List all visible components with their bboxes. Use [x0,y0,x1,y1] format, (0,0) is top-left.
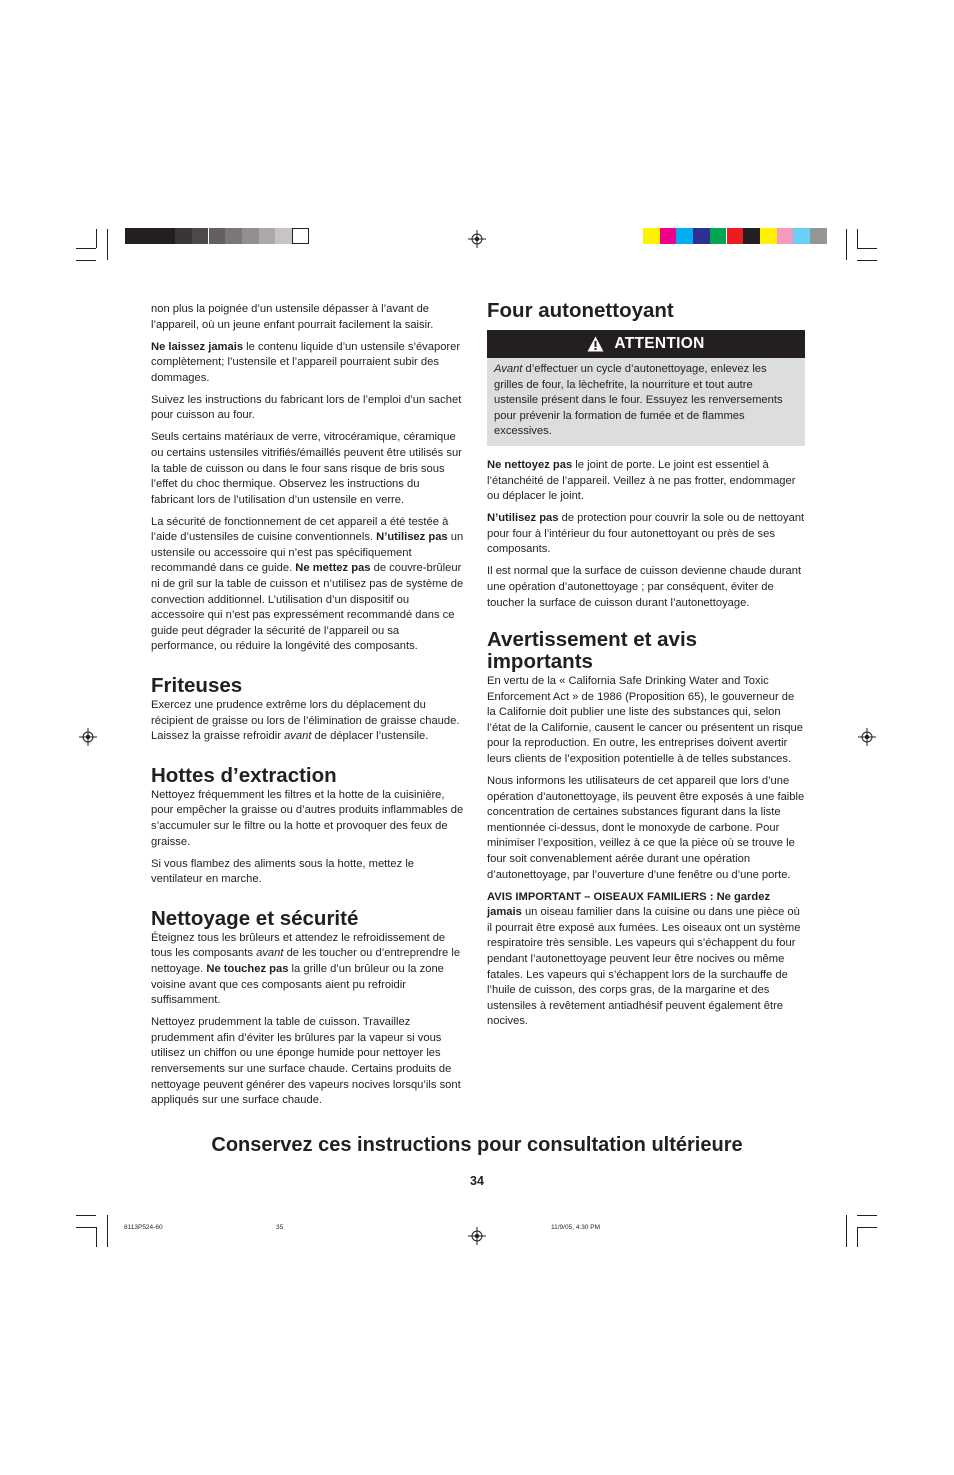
paragraph: Il est normal que la surface de cuisson devienne chaude durant une opération d’autonettoyage ; par conséquent, éviter de toucher la surface de cuisson durant l’autonettoyage. [487,565,802,609]
calibration-swatch [175,228,192,244]
registration-target-icon [468,230,486,248]
slug-page: 35 [276,1224,284,1231]
attention-box [487,330,805,446]
warning-triangle-icon [587,336,604,352]
calibration-swatch [275,228,292,244]
page-number: 34 [470,1174,484,1188]
paragraph: N’utilisez pas de protection pour couvrir la sole ou de nettoyant pour four à l’intérieur du four autonettoyant ou près de ses composants. [487,512,805,556]
section-heading-hottes: Hottes d’extraction [151,763,337,787]
calibration-swatch [209,228,226,244]
paragraph: AVIS IMPORTANT – OISEAUX FAMILIERS : Ne gardez jamais un oiseau familier dans la cuisine ou dans une pièce où il pourrait être exposé aux fumées. Les oiseaux ont un système respiratoire très sensible. Les vapeurs qui s’échappent du four pendant l’autonettoyage peuvent leur être nocives ou même fatales. Les vapeurs qui s’échappent lors de la surchauffe de l’huile de cuisson, des corps gras, de la margarine et des ustensiles à revêtement antiadhésif peuvent également être nocives. [487,890,801,1028]
calibration-swatch [810,228,827,244]
calibration-swatch [242,228,259,244]
paragraph: Éteignez tous les brûleurs et attendez le refroidissement de tous les composants avant de les toucher ou d’entreprendre le nettoyage. Ne touchez pas la grille d’un brûleur ou la zone voisine avant que ces composants aient pu refroidir suffisamment. [151,931,461,1007]
paragraph: non plus la poignée d’un ustensile dépasser à l’avant de l’appareil, où un jeune enfant pourrait facilement la saisir. [151,303,434,331]
calibration-swatch [743,228,760,244]
paragraph: Nettoyez prudemment la table de cuisson. Travaillez prudemment afin d’éviter les brûlures par la vapeur si vous utilisez un chiffon ou une éponge humide pour nettoyer les renversements sur une surface chaude. Certains produits de nettoyage peuvent générer des vapeurs nocives lorsqu’ils sont appliqués sur une surface chaude. [151,1016,461,1107]
section-heading-friteuses: Friteuses [151,674,243,698]
left-column [151,302,465,1115]
paragraph: Nettoyez fréquemment les filtres et la hotte de la cuisinière, pour empêcher la graisse ou d’autres produits inflammables de s’accumuler sur le filtre ou la hotte et provoquer des feux de graisse. [151,788,464,848]
calibration-swatch [676,228,693,244]
registration-target-icon [468,1227,486,1245]
calibration-swatch [259,228,276,244]
section-heading-nettoyage: Nettoyage et sécurité [151,906,359,930]
attention-text: Avant d’effectuer un cycle d’autonettoyage, enlevez les grilles de four, la lèchefrite, la nourriture et tout autre ustensile présent dans le four. Essuyez les renversements pour prévenir la formation de fumée et de flammes excessives. [494,363,783,438]
slug-date: 11/9/05, 4:30 PM [551,1224,601,1231]
paragraph: Ne laissez jamais le contenu liquide d’un ustensile s’évaporer complètement; l’ustensile et l’appareil pourraient subir des dommages. [151,340,461,384]
calibration-swatch [693,228,710,244]
calibration-swatch [760,228,777,244]
calibration-swatch [292,228,309,244]
footer-title: Conservez ces instructions pour consultation ultérieure [211,1134,743,1156]
paragraph: Suivez les instructions du fabricant lors de l’emploi d’un sachet pour cuisson au four. [151,393,462,422]
calibration-swatch [158,228,175,244]
calibration-swatch [727,228,744,244]
paragraph: Exercez une prudence extrême lors du déplacement du récipient de graisse ou lors de l’élimination de graisse chaude. Laissez la graisse refroidir avant de déplacer l’ustensile. [151,699,460,743]
slug-job-id: 8113P524-60 [124,1224,163,1231]
paragraph: Si vous flambez des aliments sous la hotte, mettez le ventilateur en marche. [151,857,415,886]
calibration-swatch [793,228,810,244]
attention-label: ATTENTION [614,335,705,353]
registration-target-icon [858,728,876,746]
section-heading-avertissement: Avertissement et avis importants [487,628,698,674]
calibration-swatch [192,228,209,244]
calibration-swatch [142,228,159,244]
calibration-swatch [225,228,242,244]
paragraph: Nous informons les utilisateurs de cet appareil que lors d’une opération d’autonettoyage, ils peuvent être exposés à une faible concentration de certaines substances figurant dans la liste mentionnée ci-dessus, dont le monoxyde de carbone. Pour minimiser l’exposition, veillez à ce que la pièce où se trouve le four soit convenablement aérée durant une opération d’autonettoyage, par l’ouverture d’une fenêtre ou d’une porte. [487,775,805,881]
registration-target-icon [79,728,97,746]
paragraph: Ne nettoyez pas le joint de porte. Le joint est essentiel à l’étanchéité de l’appareil. Veillez à ne pas frotter, endommager ou déplacer le joint. [487,458,796,503]
paragraph: La sécurité de fonctionnement de cet appareil a été testée à l’aide d’ustensiles de cuisine conventionnels. N’utilisez pas un ustensile ou accessoire qui n’est pas spécifiquement recommandé dans ce guide. Ne mettez pas de couvre-brûleur ni de gril sur la table de cuisson et n’utilisez pas de système de convection additionnel. L’utilisation d’un dispositif ou accessoire qui n’est pas expressément recommandé dans ce guide peut dégrader la sécurité de l’appareil ou sa performance, ou réduire la longévité des composants. [151,515,464,653]
attention-header [487,330,805,358]
section-heading-four: Four autonettoyant [487,299,674,322]
calibration-swatch [643,228,660,244]
paragraph: Seuls certains matériaux de verre, vitrocéramique, céramique ou certains ustensiles vitrifiés/émaillés peuvent être utilisés sur la table de cuisson ou dans le four sans risque de bris sous l’effet du choc thermique. Observez les instructions du fabricant lors de l’utilisation d’un ustensile en verre. [151,431,462,506]
calibration-swatch [777,228,794,244]
right-column [487,300,805,1036]
calibration-swatch [660,228,677,244]
calibration-swatch [125,228,142,244]
paragraph: En vertu de la « California Safe Drinking Water and Toxic Enforcement Act » de 1986 (Proposition 65), le gouverneur de la Californie doit publier une liste des substances qui, selon l’état de la Californie, causent le cancer ou présentent un risque pour la reproduction. En outre, les entreprises doivent avertir leurs clients de l’exposition potentielle à de telles substances. [487,675,803,766]
calibration-swatch [710,228,727,244]
